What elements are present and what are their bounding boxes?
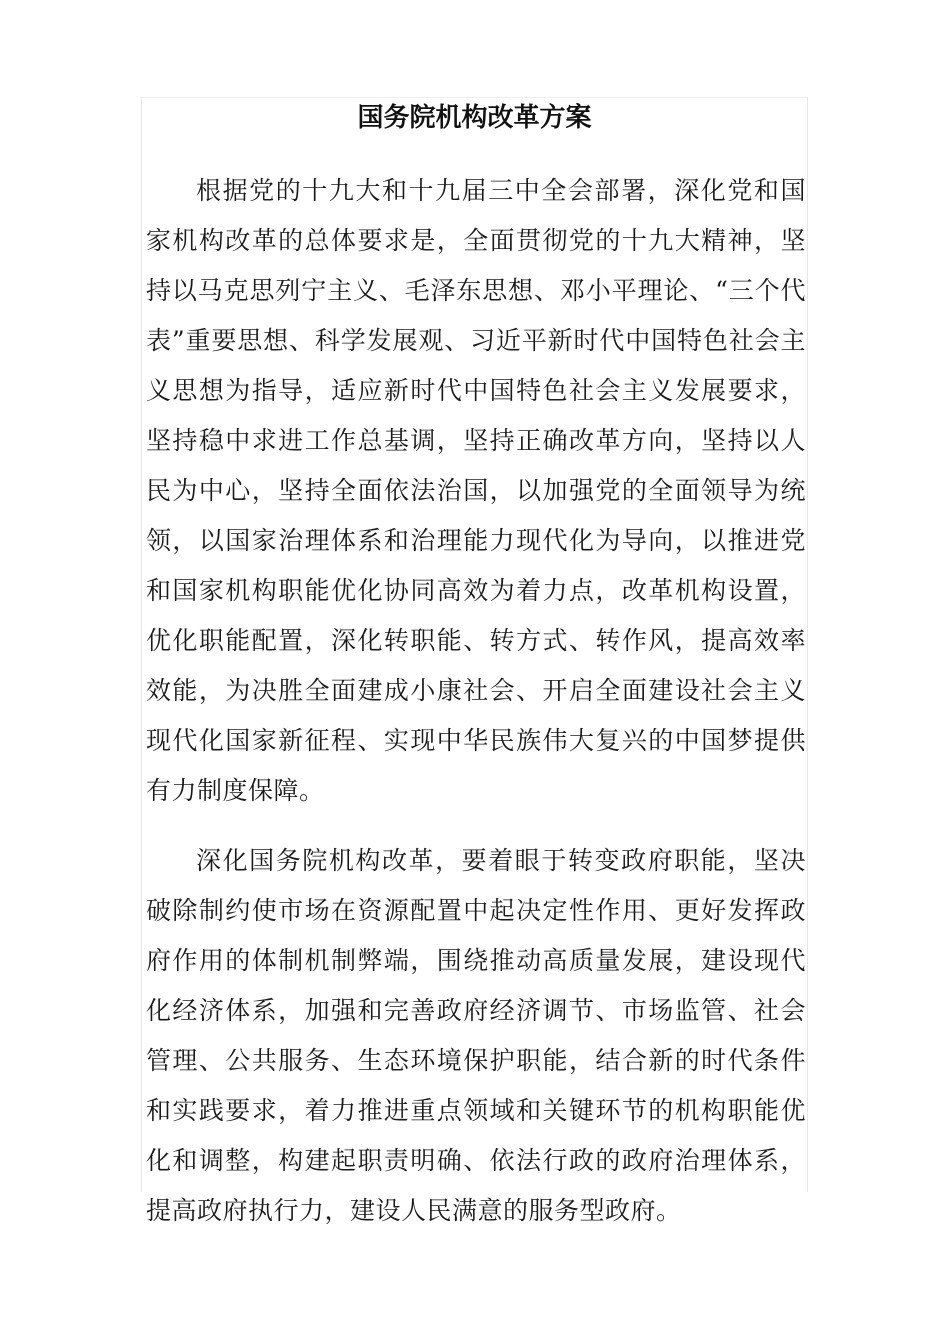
document-body — [146, 166, 806, 1236]
document-title: 国务院机构改革方案 — [357, 103, 592, 133]
paragraph-1: 根据党的十九大和十九届三中全会部署，深化党和国家机构改革的总体要求是，全面贯彻党的十九大精神，坚持以马克思列宁主义、毛泽东思想、邓小平理论、“三个代表”重要思想、科学发展观、习近平新时代中国特色社会主义思想为指导，适应新时代中国特色社会主义发展要求，坚持稳中求进工作总基调，坚持正确改革方向，坚持以人民为中心，坚持全面依法治国，以加强党的全面领导为统领，以国家治理体系和治理能力现代化为导向，以推进党和国家机构职能优化协同高效为着力点，改革机构设置，优化职能配置，深化转职能、转方式、转作风，提高效率效能，为决胜全面建成小康社会、开启全面建设社会主义现代化国家新征程、实现中华民族伟大复兴的中国梦提供有力制度保障。 — [146, 176, 806, 805]
paragraph-2: 深化国务院机构改革，要着眼于转变政府职能，坚决破除制约使市场在资源配置中起决定性作用、更好发挥政府作用的体制机制弊端，围绕推动高质量发展，建设现代化经济体系，加强和完善政府经济调节、市场监管、社会管理、公共服务、生态环境保护职能，结合新的时代条件和实践要求，着力推进重点领域和关键环节的机构职能优化和调整，构建起职责明确、依法行政的政府治理体系，提高政府执行力，建设人民满意的服务型政府。 — [146, 846, 806, 1225]
